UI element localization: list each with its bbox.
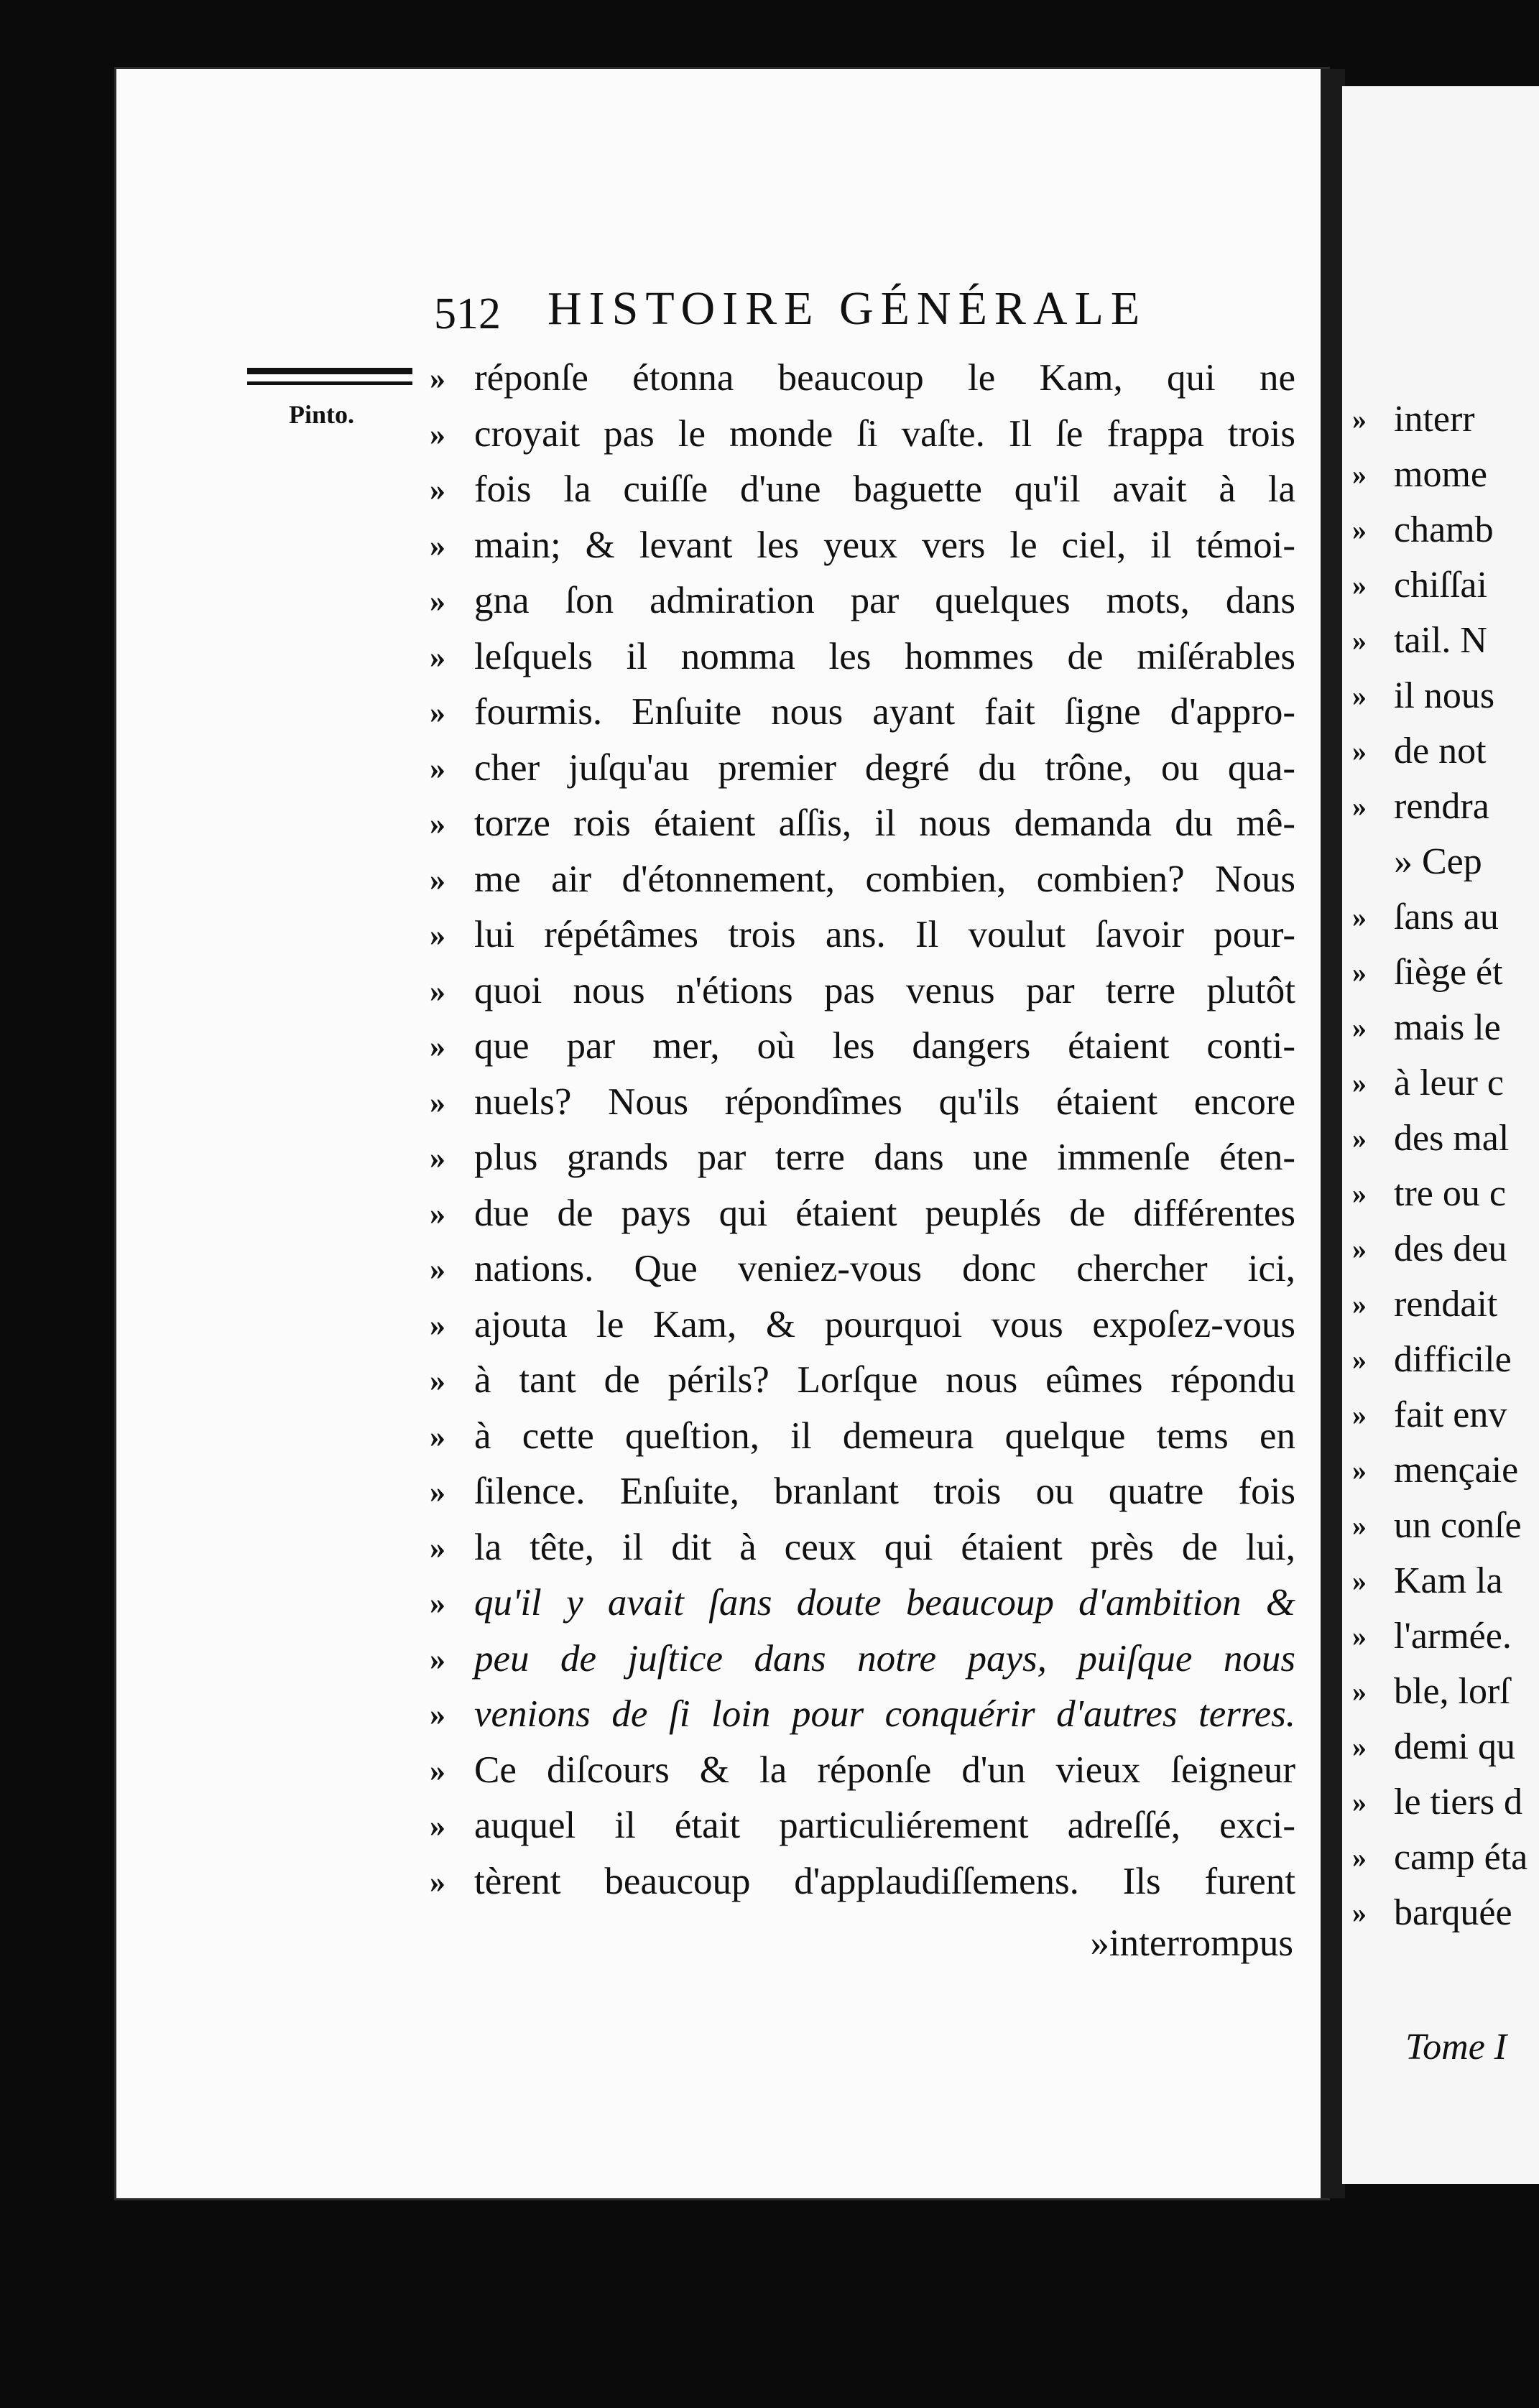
text-line (430, 1075, 1295, 1131)
line-text: barquée (1394, 1892, 1512, 1933)
quote-mark: » (1352, 1731, 1367, 1763)
text-line (430, 1575, 1295, 1631)
right-text-line (1352, 1498, 1539, 1553)
quote-mark: » (1352, 790, 1367, 823)
right-text-line (1352, 1664, 1539, 1719)
quote-mark: » (430, 1140, 445, 1175)
quote-mark: » (430, 416, 445, 452)
text-line (430, 462, 1295, 518)
line-text: nations. Que veniez-vous donc chercher ici, (474, 1248, 1295, 1289)
line-text: torze rois étaient aſſis, il nous demanda du mê- (474, 802, 1295, 844)
quote-mark: » (1352, 901, 1367, 933)
right-text-line (1352, 779, 1539, 834)
quote-mark: » (1352, 1288, 1367, 1320)
margin-rule (247, 368, 412, 385)
line-text: fois la cuiſſe d'une baguette qu'il avait à la (474, 468, 1295, 510)
quote-mark: » (1352, 1122, 1367, 1154)
text-line (430, 1464, 1295, 1520)
quote-mark: » (430, 1418, 445, 1454)
text-line (430, 518, 1295, 574)
quote-mark: » (1352, 514, 1367, 546)
text-line (430, 907, 1295, 963)
line-text: croyait pas le monde ſi vaſte. Il ſe frappa trois (474, 412, 1295, 455)
right-text-line (1352, 1553, 1539, 1608)
quote-mark: » (430, 1585, 445, 1621)
line-text: ſiège ét (1394, 952, 1503, 993)
text-line (430, 1687, 1295, 1743)
quote-mark: » (1352, 1841, 1367, 1874)
line-text: il nous (1394, 675, 1495, 716)
right-text-line (1352, 1830, 1539, 1885)
quote-mark: » (1352, 680, 1367, 712)
quote-mark: » (430, 583, 445, 619)
right-text-line (1352, 447, 1539, 502)
quote-mark: » (430, 806, 445, 841)
quote-mark: » (1352, 1399, 1367, 1431)
line-text: fourmis. Enſuite nous ayant fait ſigne d'appro- (474, 691, 1295, 733)
line-text: à leur c (1394, 1062, 1505, 1103)
quote-mark: » (430, 1863, 445, 1899)
line-text: venions de ſi loin pour conquérir d'autres terres. (474, 1693, 1295, 1735)
line-text: me air d'étonnement, combien, combien? Nous (474, 858, 1295, 900)
page-header (434, 282, 1296, 346)
right-text-line (1352, 1608, 1539, 1664)
text-line (430, 407, 1295, 463)
quote-mark: » (430, 1752, 445, 1788)
line-text: tail. N (1394, 620, 1487, 661)
margin-note: Pinto. (289, 400, 355, 429)
line-text: mais le (1394, 1007, 1501, 1048)
right-text-line (1352, 557, 1539, 613)
right-text-line (1352, 945, 1539, 1000)
right-text-line (1352, 1000, 1539, 1055)
line-text: due de pays qui étaient peuplés de différentes (474, 1192, 1295, 1234)
text-line (430, 1019, 1295, 1075)
quote-mark: » (430, 527, 445, 563)
text-line (430, 1186, 1295, 1242)
text-line (430, 629, 1295, 685)
right-text-line (1352, 392, 1539, 447)
quote-mark: » (430, 1195, 445, 1231)
line-text: difficile (1394, 1339, 1512, 1380)
quote-mark: » (430, 1529, 445, 1565)
quote-mark: » (1352, 1509, 1367, 1542)
line-text: des deu (1394, 1228, 1507, 1269)
line-text: mençaie (1394, 1450, 1519, 1491)
text-line (430, 963, 1295, 1019)
catchword: »interrompus (1090, 1922, 1293, 1964)
quote-mark: » (430, 639, 445, 675)
running-title: HISTOIRE GÉNÉRALE (547, 282, 1147, 335)
line-text: ble, lorſ (1394, 1671, 1510, 1712)
right-text-line (1352, 668, 1539, 723)
text-line (430, 1241, 1295, 1297)
right-text-line (1352, 1332, 1539, 1387)
quote-mark: » (430, 1697, 445, 1732)
quote-mark: » (430, 1641, 445, 1677)
quote-mark: » (1352, 956, 1367, 988)
right-text-line (1352, 1387, 1539, 1443)
line-text: mome (1394, 454, 1487, 495)
line-text: l'armée. (1394, 1616, 1512, 1657)
right-text-line (1352, 834, 1539, 889)
text-line (430, 685, 1295, 741)
line-text: Ce diſcours & la réponſe d'un vieux ſeigneur (474, 1749, 1295, 1791)
quote-mark: » (1352, 1565, 1367, 1597)
text-line (430, 1520, 1295, 1576)
line-text: qu'il y avait ſans doute beaucoup d'ambition & (474, 1582, 1295, 1624)
line-text: réponſe étonna beaucoup le Kam, qui ne (474, 357, 1295, 399)
line-text: cher juſqu'au premier degré du trône, ou qua- (474, 746, 1295, 789)
line-text: quoi nous n'étions pas venus par terre plutôt (474, 969, 1295, 1011)
quote-mark: » (1352, 1897, 1367, 1929)
line-text: nuels? Nous répondîmes qu'ils étaient encore (474, 1080, 1295, 1123)
right-text-line (1352, 1277, 1539, 1332)
text-line (430, 1798, 1295, 1854)
line-text: chamb (1394, 509, 1494, 550)
text-line (430, 1297, 1295, 1353)
line-text: main; & levant les yeux vers le ciel, il témoi- (474, 524, 1295, 566)
line-text: rendait (1394, 1284, 1498, 1325)
book-gutter (1321, 69, 1345, 2198)
quote-mark: » (430, 695, 445, 730)
quote-mark: » (430, 1307, 445, 1343)
line-text: à tant de périls? Lorſque nous eûmes répondu (474, 1359, 1295, 1401)
quote-mark: » (430, 917, 445, 953)
line-text: interr (1394, 399, 1475, 440)
line-text: des mal (1394, 1118, 1510, 1159)
line-text: ajouta le Kam, & pourquoi vous expoſez-vous (474, 1303, 1295, 1346)
body-text (430, 351, 1295, 1909)
right-text-line (1352, 1774, 1539, 1830)
line-text: chiſſai (1394, 565, 1487, 606)
right-text-line (1352, 889, 1539, 945)
line-text: camp éta (1394, 1837, 1528, 1878)
quote-mark: » (1352, 1067, 1367, 1099)
quote-mark: » (430, 1251, 445, 1287)
page-number: 512 (434, 290, 501, 338)
quote-mark: » (1352, 735, 1367, 767)
right-text-line (1352, 1719, 1539, 1774)
line-text: fait env (1394, 1394, 1507, 1435)
line-text: tèrent beaucoup d'applaudiſſemens. Ils furent (474, 1860, 1295, 1902)
line-text: le tiers d (1394, 1782, 1523, 1823)
line-text: ſans au (1394, 897, 1499, 937)
quote-mark: » (430, 1084, 445, 1120)
text-line (430, 351, 1295, 407)
quote-mark: » (1352, 403, 1367, 435)
line-text: Kam la (1394, 1560, 1503, 1601)
quote-mark: » (430, 1808, 445, 1843)
text-line (430, 852, 1295, 908)
quote-mark: » (430, 861, 445, 897)
line-text: que par mer, où les dangers étaient conti- (474, 1025, 1295, 1067)
right-text-line (1352, 1443, 1539, 1498)
line-text: auquel il était particuliérement adreſſé, exci- (474, 1805, 1295, 1846)
quote-mark: » (1352, 1343, 1367, 1376)
line-text: lui répétâmes trois ans. Il voulut ſavoir pour- (474, 914, 1295, 955)
text-line (430, 1409, 1295, 1465)
right-page-text (1352, 392, 1539, 1940)
text-line (430, 1631, 1295, 1687)
text-line (430, 573, 1295, 629)
quote-mark: » (430, 472, 445, 507)
quote-mark: » (430, 750, 445, 786)
line-text: ſilence. Enſuite, branlant trois ou quatre fois (474, 1471, 1295, 1512)
quote-mark: » (1352, 1620, 1367, 1652)
line-text: plus grands par terre dans une immenſe éten- (474, 1136, 1295, 1178)
right-text-line (1352, 1055, 1539, 1111)
quote-mark: » (1352, 458, 1367, 491)
line-text: leſquels il nomma les hommes de miſérables (474, 635, 1295, 677)
quote-mark: » (1352, 1177, 1367, 1210)
right-page-footer: Tome I (1405, 2027, 1507, 2067)
line-text: rendra (1394, 786, 1489, 827)
right-text-line (1352, 1166, 1539, 1221)
right-text-line (1352, 502, 1539, 557)
quote-mark: » (430, 1029, 445, 1064)
line-text: gna ſon admiration par quelques mots, dans (474, 580, 1295, 621)
text-line (430, 741, 1295, 797)
quote-mark: » (1352, 569, 1367, 601)
quote-mark: » (1352, 1675, 1367, 1708)
right-page (1342, 86, 1539, 2184)
line-text: de not (1394, 731, 1487, 772)
text-line (430, 1130, 1295, 1186)
text-line (430, 1353, 1295, 1409)
quote-mark: » (1352, 1233, 1367, 1265)
line-text: à cette queſtion, il demeura quelque tems en (474, 1414, 1295, 1457)
text-line (430, 1854, 1295, 1910)
right-text-line (1352, 1221, 1539, 1277)
right-text-line (1352, 613, 1539, 668)
text-line (430, 1743, 1295, 1799)
line-text: peu de juſtice dans notre pays, puiſque nous (474, 1637, 1295, 1680)
right-text-line (1352, 723, 1539, 779)
quote-mark: » (430, 973, 445, 1009)
line-text: un conſe (1394, 1505, 1522, 1546)
quote-mark: » (1352, 1011, 1367, 1044)
quote-mark: » (1352, 1786, 1367, 1818)
quote-mark: » (1352, 624, 1367, 657)
quote-mark: » (1352, 1454, 1367, 1486)
line-text: tre ou c (1394, 1173, 1506, 1214)
quote-mark: » (430, 1474, 445, 1509)
quote-mark: » (430, 361, 445, 396)
line-text: demi qu (1394, 1726, 1515, 1767)
line-text: » Cep (1394, 841, 1482, 882)
text-line (430, 796, 1295, 852)
right-text-line (1352, 1111, 1539, 1166)
right-text-line (1352, 1885, 1539, 1940)
line-text: la tête, il dit à ceux qui étaient près de lui, (474, 1526, 1295, 1568)
quote-mark: » (430, 1363, 445, 1398)
